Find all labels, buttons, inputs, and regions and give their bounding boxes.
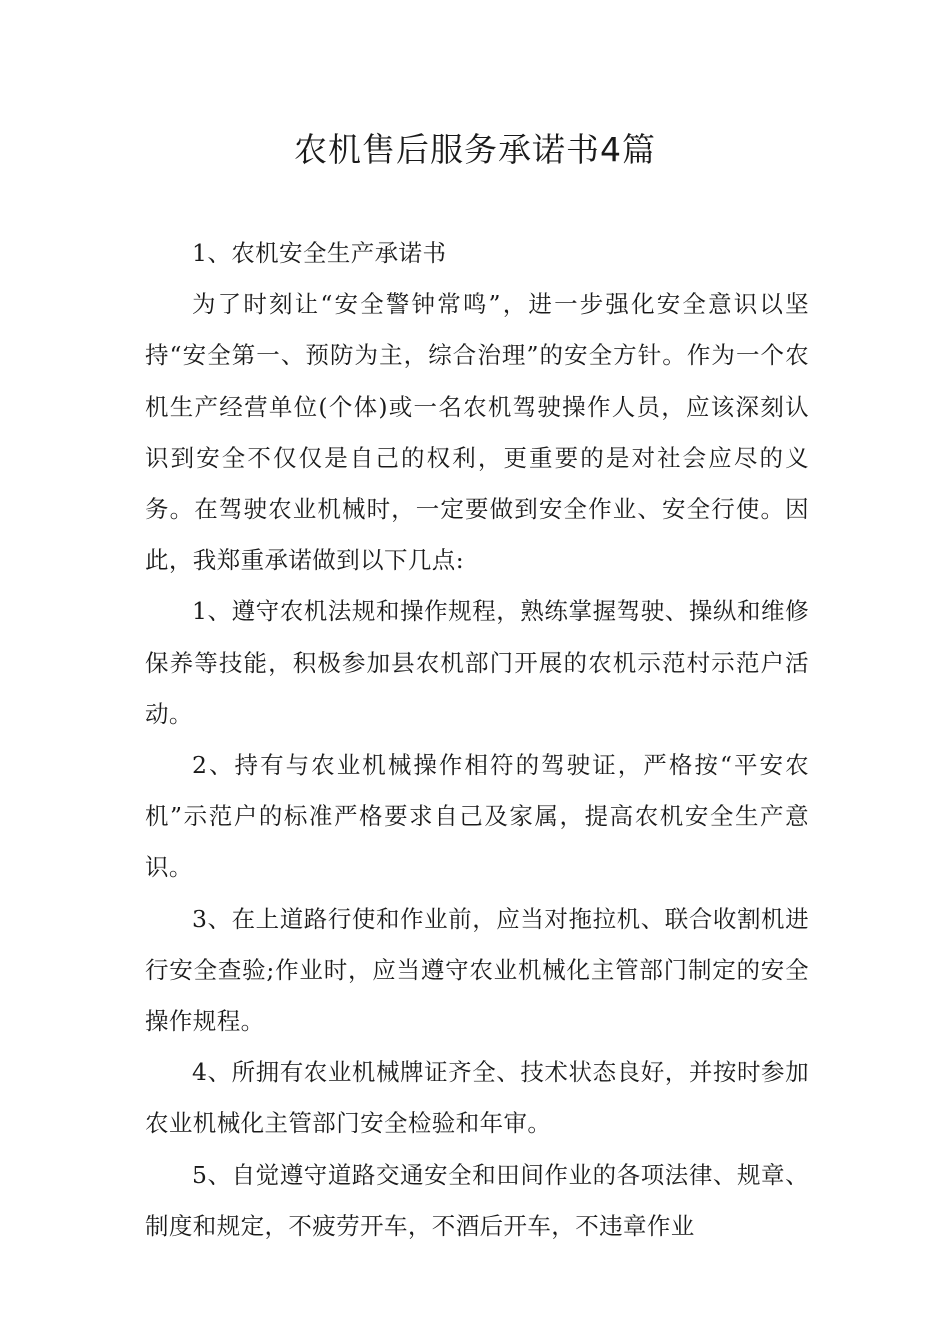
commitment-item-1: 1、遵守农机法规和操作规程，熟练掌握驾驶、操纵和维修保养等技能，积极参加县农机部门开展的农机示范村示范户活动。 bbox=[145, 597, 809, 728]
section-heading: 1、农机安全生产承诺书 bbox=[192, 239, 447, 267]
commitment-item-4: 4、所拥有农业机械牌证齐全、技术状态良好，并按时参加农业机械化主管部门安全检验和年审。 bbox=[145, 1058, 809, 1138]
document-title: 农机售后服务承诺书4篇 bbox=[294, 130, 656, 169]
intro-paragraph: 为了时刻让“安全警钟常鸣”，进一步强化安全意识以坚持“安全第一、预防为主，综合治理”的安全方针。作为一个农机生产经营单位(个体)或一名农机驾驶操作人员，应该深刻认识到安全不仅仅是自己的权利，更重要的是对社会应尽的义务。在驾驶农业机械时，一定要做到安全作业、安全行使。因此，我郑重承诺做到以下几点: bbox=[145, 290, 809, 575]
document-body bbox=[145, 228, 809, 1252]
commitment-item-3: 3、在上道路行使和作业前，应当对拖拉机、联合收割机进行安全查验;作业时，应当遵守农业机械化主管部门制定的安全操作规程。 bbox=[145, 904, 809, 1036]
commitment-item-2: 2、持有与农业机械操作相符的驾驶证，严格按“平安农机”示范户的标准严格要求自己及家属，提高农机安全生产意识。 bbox=[145, 751, 809, 882]
commitment-item-5: 5、自觉遵守道路交通安全和田间作业的各项法律、规章、制度和规定，不疲劳开车，不酒后开车，不违章作业 bbox=[145, 1160, 809, 1240]
